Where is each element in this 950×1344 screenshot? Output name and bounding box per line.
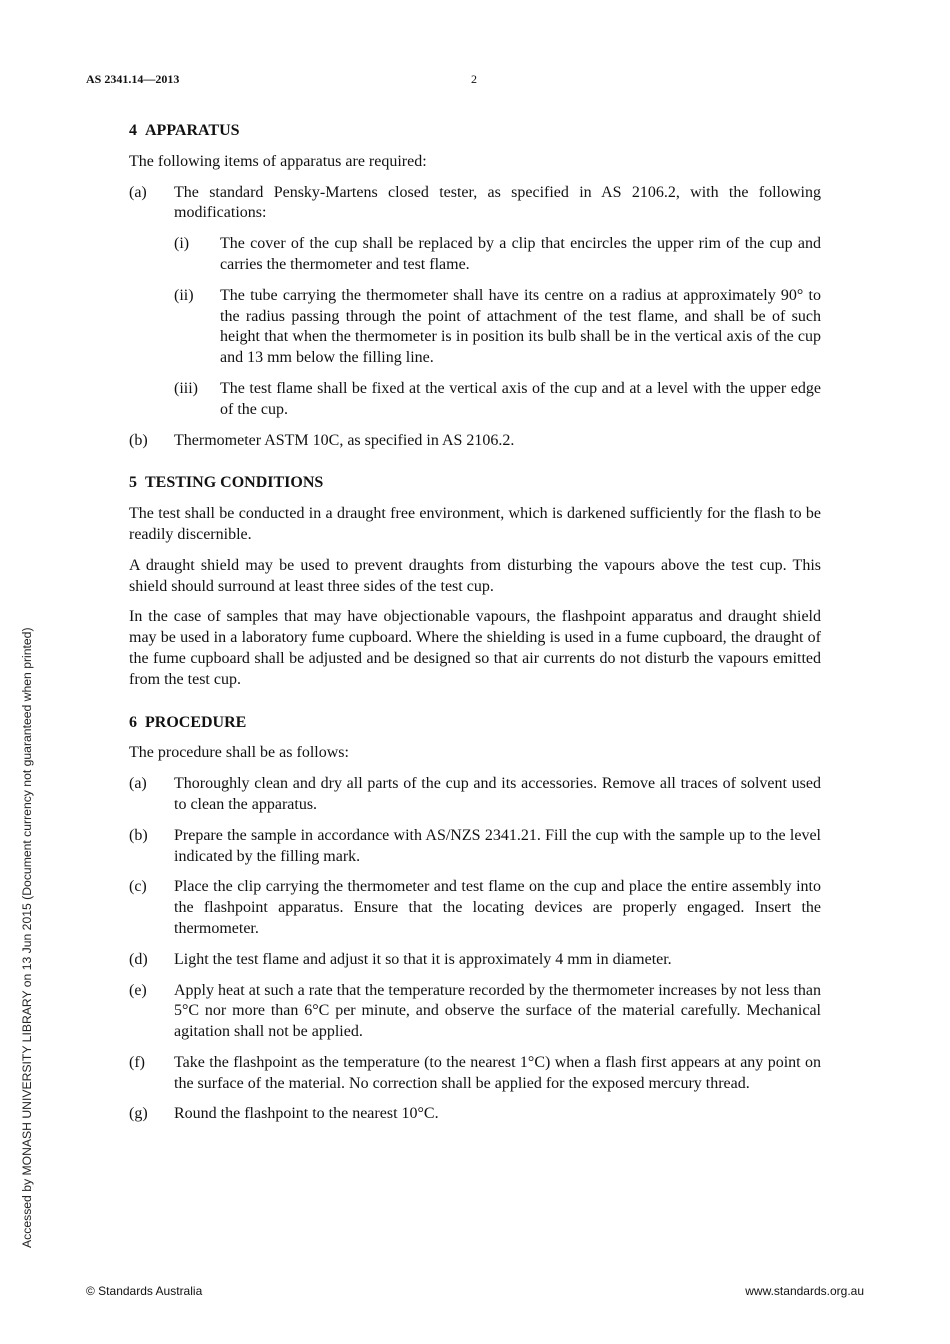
access-watermark: Accessed by MONASH UNIVERSITY LIBRARY on 13 Jun 2015 (Document currency not guaranteed when printed)	[20, 627, 34, 1248]
sub-list-label: (ii)	[174, 286, 194, 304]
list-item	[129, 431, 821, 452]
standard-code: AS 2341.14—2013	[86, 72, 180, 86]
paragraph: The test shall be conducted in a draught free environment, which is darkened sufficiently for the flash to be readily discernible.	[129, 505, 821, 543]
list-label: (a)	[129, 775, 147, 793]
list-label: (e)	[129, 981, 147, 999]
copyright-footer: © Standards Australia	[86, 1284, 203, 1298]
sub-list-label: (iii)	[174, 379, 198, 397]
sub-list-text: The cover of the cup shall be replaced by a clip that encircles the upper rim of the cup and carries the thermometer and test flame.	[220, 235, 821, 273]
list-item	[129, 950, 821, 971]
website-footer: www.standards.org.au	[745, 1284, 864, 1298]
list-label: (a)	[129, 183, 147, 201]
list-text: Thermometer ASTM 10C, as specified in AS 2106.2.	[174, 431, 515, 449]
sub-list-item	[174, 286, 821, 369]
section-4-intro: The following items of apparatus are required:	[129, 152, 427, 170]
list-text: Take the flashpoint as the temperature (to the nearest 1°C) when a flash first appears at any point on the surface of the material. No correction shall be applied for the exposed mercury thread.	[174, 1053, 821, 1092]
list-label: (g)	[129, 1105, 148, 1123]
list-text: Light the test flame and adjust it so that it is approximately 4 mm in diameter.	[174, 950, 672, 968]
paragraph: A draught shield may be used to prevent draughts from disturbing the vapours above the test cup. This shield should surround at least three sides of the test cup.	[129, 556, 821, 595]
section-5-heading: 5 TESTING CONDITIONS	[129, 474, 324, 492]
list-item	[129, 774, 821, 816]
list-text: Place the clip carrying the thermometer and test flame on the cup and place the entire assembly into the flashpoint apparatus. Ensure that the locating devices are properly engaged. Insert the thermometer.	[174, 878, 821, 937]
list-label: (c)	[129, 878, 147, 896]
sub-list-label: (i)	[174, 235, 190, 253]
paragraph: In the case of samples that may have objectionable vapours, the flashpoint apparatus and draught shield may be used in a laboratory fume cupboard. Where the shielding is used in a fume cupboard, the draught of the fume cupboard shall be adjusted and be designed so that air currents do not disturb the vapours emitted from the test cup.	[129, 608, 821, 688]
list-item	[129, 183, 821, 225]
list-text: The standard Pensky-Martens closed tester, as specified in AS 2106.2, with the following modifications:	[174, 183, 821, 222]
list-item	[129, 1053, 821, 1095]
page-number: 2	[471, 72, 477, 86]
section-6-heading: 6 PROCEDURE	[129, 713, 247, 731]
list-text: Apply heat at such a rate that the temperature recorded by the thermometer increases by not less than 5°C nor more than 6°C per minute, and observe the surface of the material carefully. Mechanical agitation shall not be applied.	[174, 981, 821, 1041]
list-label: (d)	[129, 950, 148, 968]
sub-list-item	[174, 234, 821, 276]
list-item	[129, 826, 821, 868]
list-label: (b)	[129, 431, 148, 449]
list-text: Prepare the sample in accordance with AS/NZS 2341.21. Fill the cup with the sample up to the level indicated by the filling mark.	[174, 826, 821, 865]
section-6-intro: The procedure shall be as follows:	[129, 744, 349, 762]
list-label: (f)	[129, 1053, 145, 1071]
section-4-heading: 4 APPARATUS	[129, 122, 240, 139]
sub-list-item	[174, 379, 821, 421]
list-text: Thoroughly clean and dry all parts of the cup and its accessories. Remove all traces of solvent used to clean the apparatus.	[174, 775, 821, 813]
sub-list-text: The test flame shall be fixed at the vertical axis of the cup and at a level with the upper edge of the cup.	[220, 379, 821, 418]
list-text: Round the flashpoint to the nearest 10°C.	[174, 1105, 439, 1123]
list-item	[129, 877, 821, 939]
list-label: (b)	[129, 826, 148, 844]
sub-list-text: The tube carrying the thermometer shall have its centre on a radius at approximately 90° to the radius passing through the point of attachment of the test flame, and shall be of such height that when the thermometer is in position its bulb shall be in the vertical axis of the cup and 13 mm below the filling line.	[220, 286, 821, 367]
list-item	[129, 981, 821, 1043]
document-body	[129, 119, 821, 1125]
list-item	[129, 1104, 821, 1125]
